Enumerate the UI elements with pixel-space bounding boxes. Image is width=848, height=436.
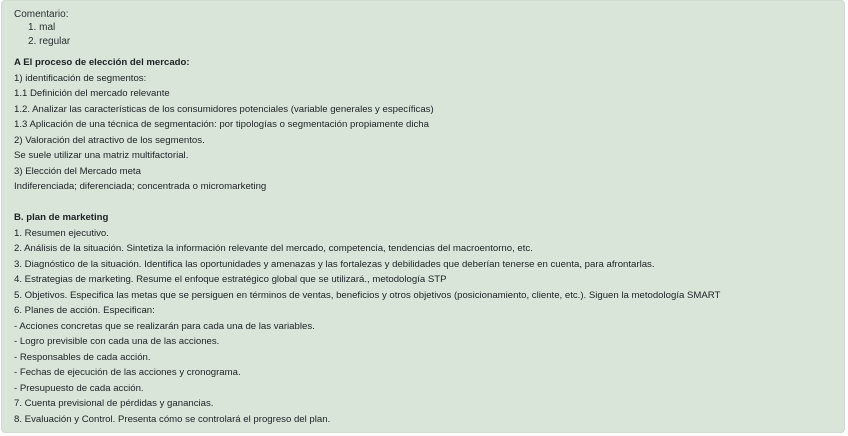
section-mercado <box>14 55 434 195</box>
text-line: 2. Análisis de la situación. Sintetiza la información relevante del mercado, competencia, tendencias del macroentorno, etc. <box>14 243 533 254</box>
section-heading: B. plan de marketing <box>14 212 109 223</box>
text-line: - Responsables de cada acción. <box>14 351 151 363</box>
section-heading: A El proceso de elección del mercado: <box>14 57 190 68</box>
text-line: - Acciones concretas que se realizarán para cada una de las variables. <box>14 320 315 332</box>
text-line: - Presupuesto de cada acción. <box>14 382 144 394</box>
text-line: Indiferenciada; diferenciada; concentrada o micromarketing <box>14 181 267 192</box>
text-line: 3. Diagnóstico de la situación. Identifica las oportunidades y amenazas y las fortalezas y debilidades que deberían tenerse en cuenta, para afrontarlas. <box>14 258 655 270</box>
text-line: 1.1 Definición del mercado relevante <box>14 88 170 99</box>
list-item: 2. regular <box>28 36 71 47</box>
text-line: 5. Objetivos. Especifica las metas que se persiguen en términos de ventas, beneficios y otros objetivos (posicionamiento, cliente, etc.). Siguen la metodología SMART <box>14 289 721 301</box>
feedback-panel <box>1 0 845 433</box>
text-line: - Logro previsible con cada una de las acciones. <box>14 336 220 347</box>
text-line: Se suele utilizar una matriz multifactorial. <box>14 150 189 161</box>
text-line: - Fechas de ejecución de las acciones y cronograma. <box>14 367 241 378</box>
text-line: 1.2. Analizar las características de los consumidores potenciales (variable generales y específicas) <box>14 103 434 115</box>
comment-rating-list <box>28 21 70 49</box>
text-line: 1. Resumen ejecutivo. <box>14 227 109 239</box>
text-line: 2) Valoración del atractivo de los segmentos. <box>14 134 205 146</box>
text-line: 3) Elección del Mercado meta <box>14 165 141 177</box>
text-line: 4. Estrategias de marketing. Resume el enfoque estratégico global que se utilizará., metodología STP <box>14 274 447 285</box>
text-line: 6. Planes de acción. Especifican: <box>14 305 155 316</box>
comment-label: Comentario: <box>14 9 69 20</box>
text-line: 1.3 Aplicación de una técnica de segmentación: por tipologías o segmentación propiamente dicha <box>14 119 429 130</box>
text-line: 7. Cuenta previsional de pérdidas y ganancias. <box>14 398 214 409</box>
text-line: 8. Evaluación y Control. Presenta cómo se controlará el progreso del plan. <box>14 413 331 425</box>
text-line: 1) identificación de segmentos: <box>14 72 147 84</box>
list-item: 1. mal <box>28 22 56 33</box>
section-plan-marketing <box>14 210 720 427</box>
